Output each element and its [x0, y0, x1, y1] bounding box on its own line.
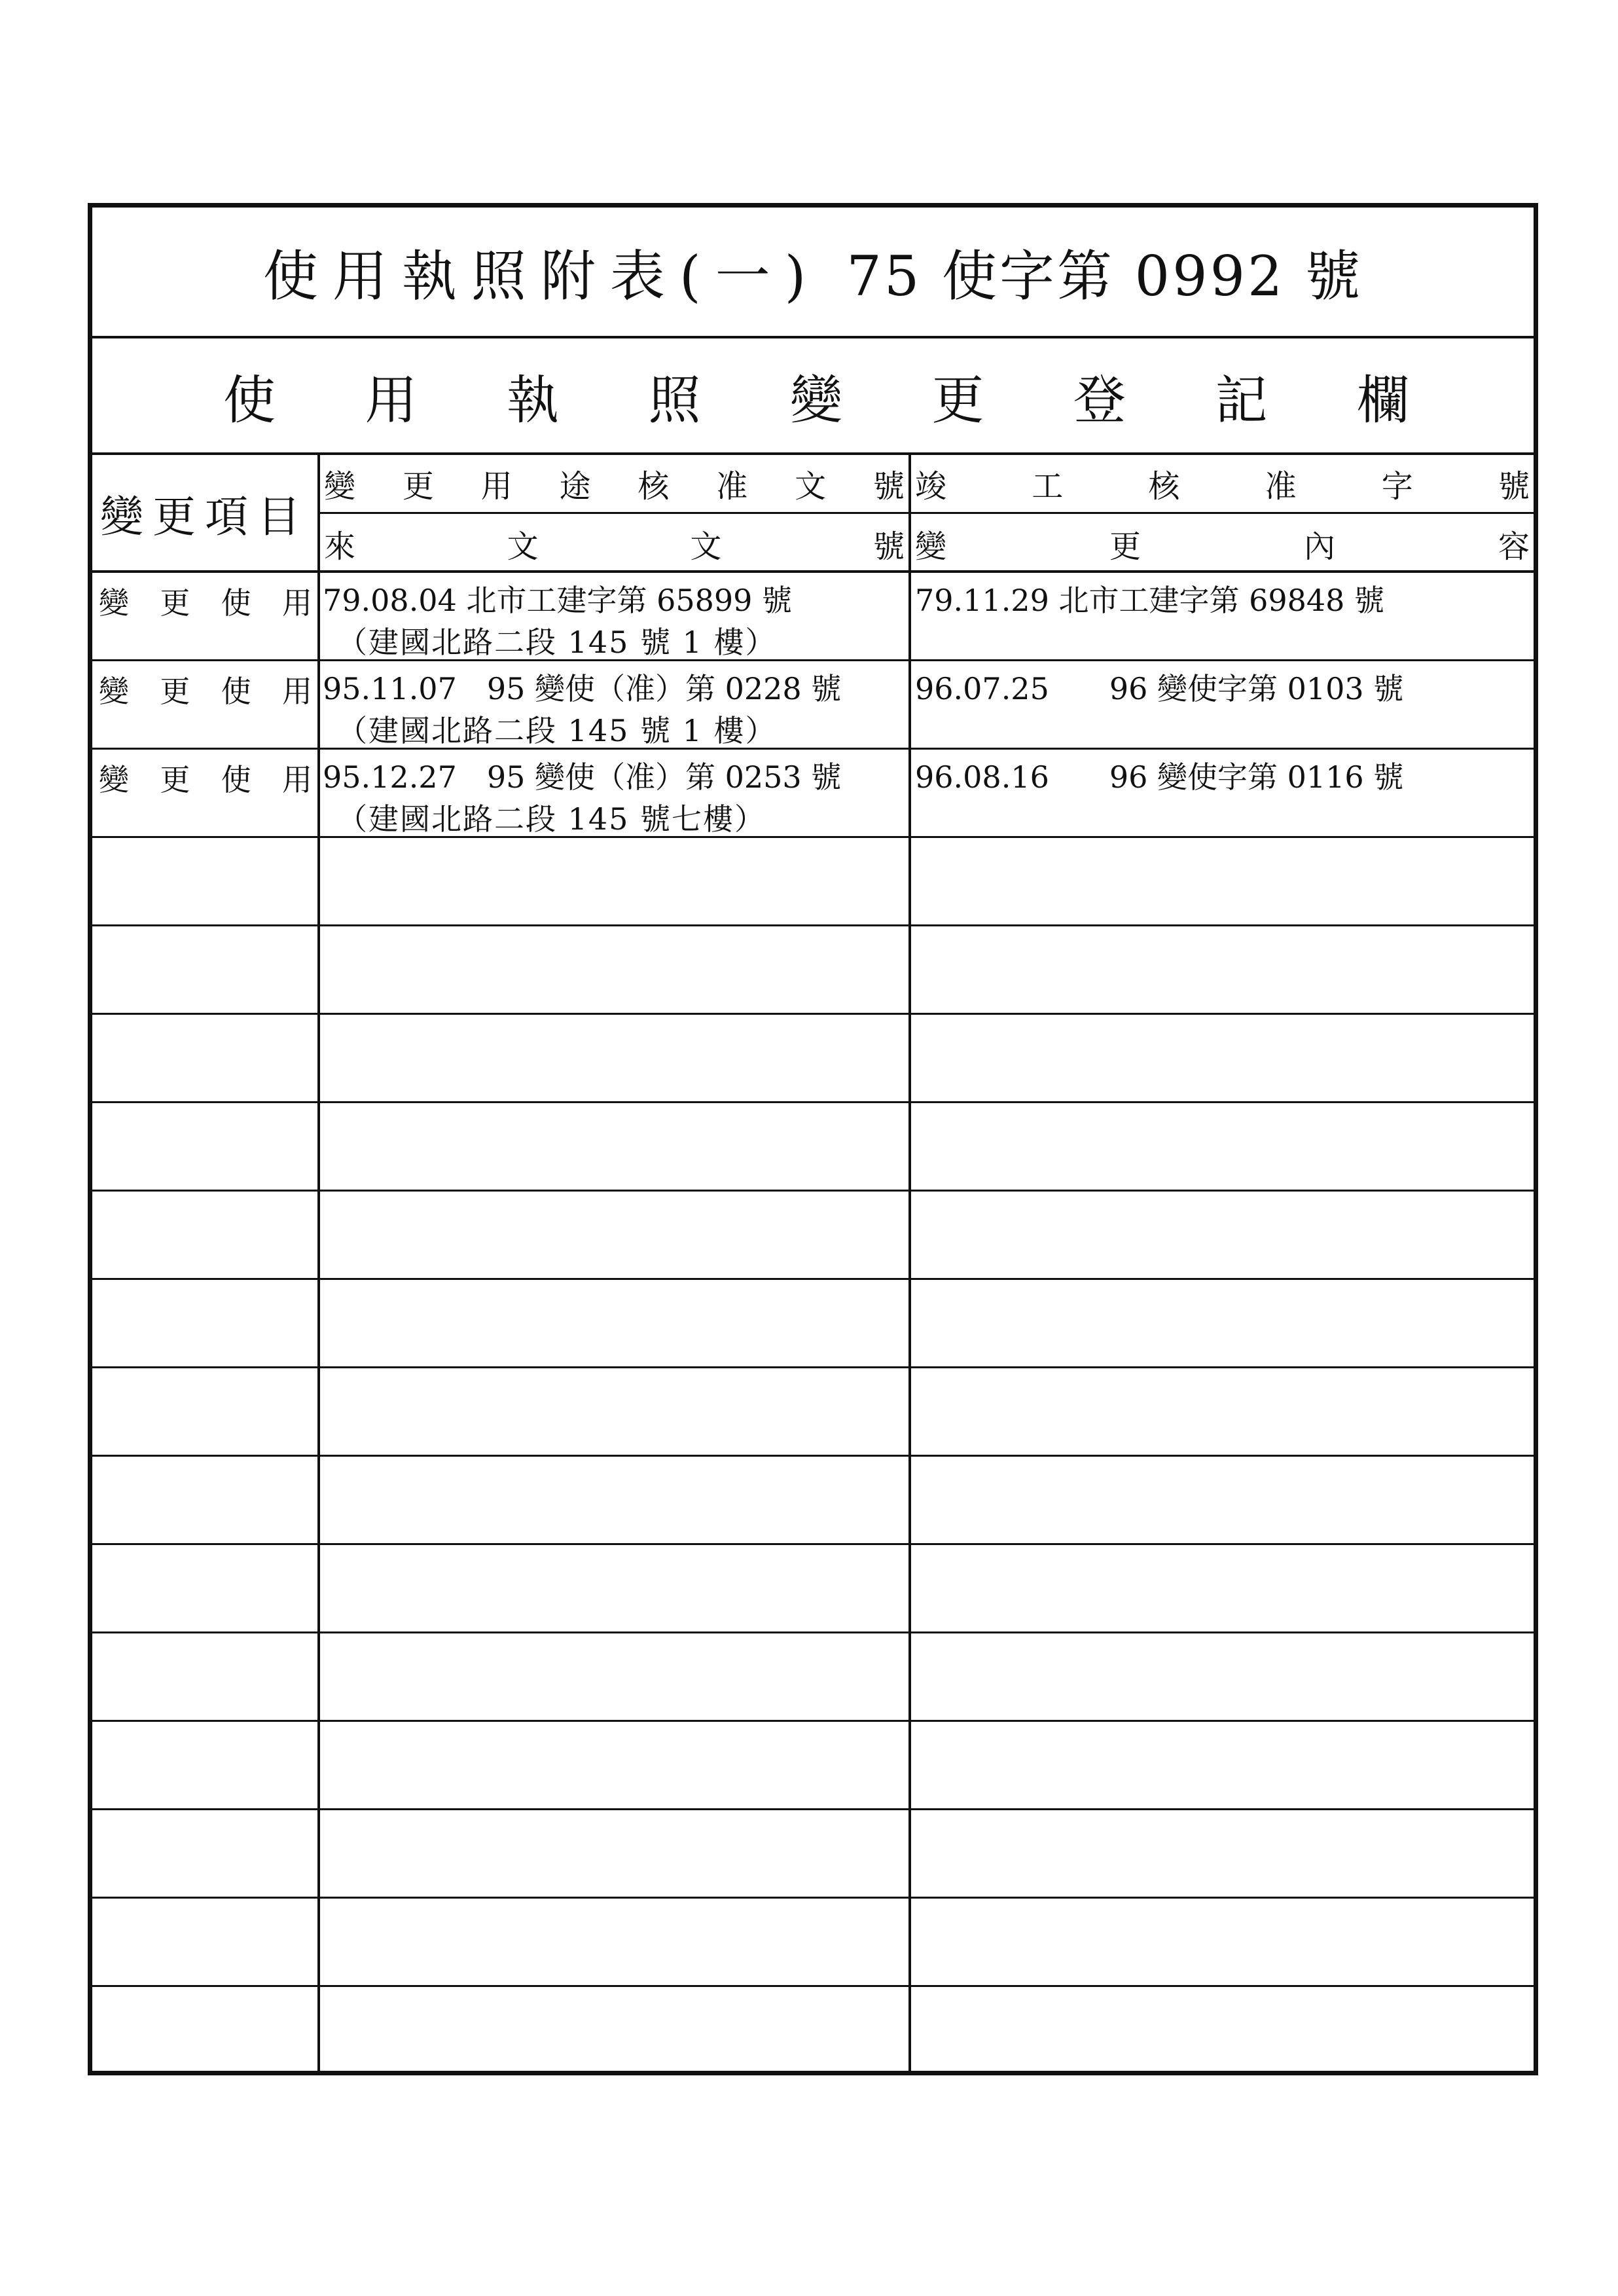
table-row: [92, 661, 1534, 750]
empty-row: [92, 1368, 1534, 1457]
section-heading: [92, 338, 1534, 455]
license-number: 75 使字第 0992 號: [846, 244, 1363, 308]
completion-cell: [911, 661, 1534, 748]
empty-row: [92, 1015, 1534, 1103]
empty-row: [92, 1192, 1534, 1280]
completion-number: 79.11.29 北市工建字第 69848 號: [915, 583, 1385, 618]
change-doc-cell: [320, 661, 911, 748]
completion-cell: [911, 750, 1534, 836]
change-doc-cell: [320, 573, 911, 659]
header-incoming-doc: 來 文 文 號: [320, 514, 911, 573]
table-body: [92, 573, 1534, 2075]
heading-char: 照: [648, 369, 701, 431]
completion-cell: [911, 573, 1534, 659]
completion-number: 96.07.25 96 變使字第 0103 號: [915, 671, 1404, 706]
change-doc-number: 95.12.27 95 變使（准）第 0253 號: [323, 759, 842, 795]
heading-char: 使: [223, 369, 276, 431]
empty-row: [92, 1987, 1534, 2075]
address: （建國北路二段 145 號 1 樓）: [337, 625, 777, 660]
header-change-item: 變更項目: [92, 455, 320, 570]
heading-char: 登: [1073, 369, 1126, 431]
completion-number: 96.08.16 96 變使字第 0116 號: [915, 759, 1404, 795]
empty-row: [92, 1899, 1534, 1987]
heading-char: 用: [365, 369, 418, 431]
header-change-approval-doc: 變 更 用 途 核 准 文 號: [320, 455, 911, 514]
empty-row: [92, 1280, 1534, 1368]
table-row: [92, 750, 1534, 838]
change-item-cell: 變 更 使 用: [92, 661, 320, 748]
empty-row: [92, 1810, 1534, 1899]
heading-char: 變: [790, 369, 842, 431]
empty-row: [92, 1545, 1534, 1633]
change-doc-cell: [320, 750, 911, 836]
empty-row: [92, 1103, 1534, 1192]
heading-char: 更: [931, 369, 984, 431]
heading-char: 記: [1215, 369, 1268, 431]
empty-row: [92, 1633, 1534, 1722]
table-header: [92, 455, 1534, 573]
heading-char: 欄: [1357, 369, 1409, 431]
empty-row: [92, 1722, 1534, 1810]
table-row: [92, 573, 1534, 661]
header-completion-approval: 竣 工 核 准 字 號: [911, 455, 1534, 514]
address: （建國北路二段 145 號七樓）: [337, 801, 766, 837]
form-title: [92, 208, 1534, 338]
change-doc-number: 95.11.07 95 變使（准）第 0228 號: [323, 671, 842, 706]
usage-license-form: [88, 203, 1538, 2075]
empty-row: [92, 838, 1534, 926]
change-item-cell: 變 更 使 用: [92, 750, 320, 836]
empty-row: [92, 1457, 1534, 1545]
header-change-content: 變 更 內 容: [915, 528, 1530, 565]
heading-char: 執: [507, 369, 559, 431]
form-title-prefix: 使用執照附表(一): [262, 244, 821, 308]
change-item-cell: 變 更 使 用: [92, 573, 320, 659]
change-doc-number: 79.08.04 北市工建字第 65899 號: [323, 583, 793, 618]
address: （建國北路二段 145 號 1 樓）: [337, 713, 777, 748]
empty-row: [92, 926, 1534, 1015]
